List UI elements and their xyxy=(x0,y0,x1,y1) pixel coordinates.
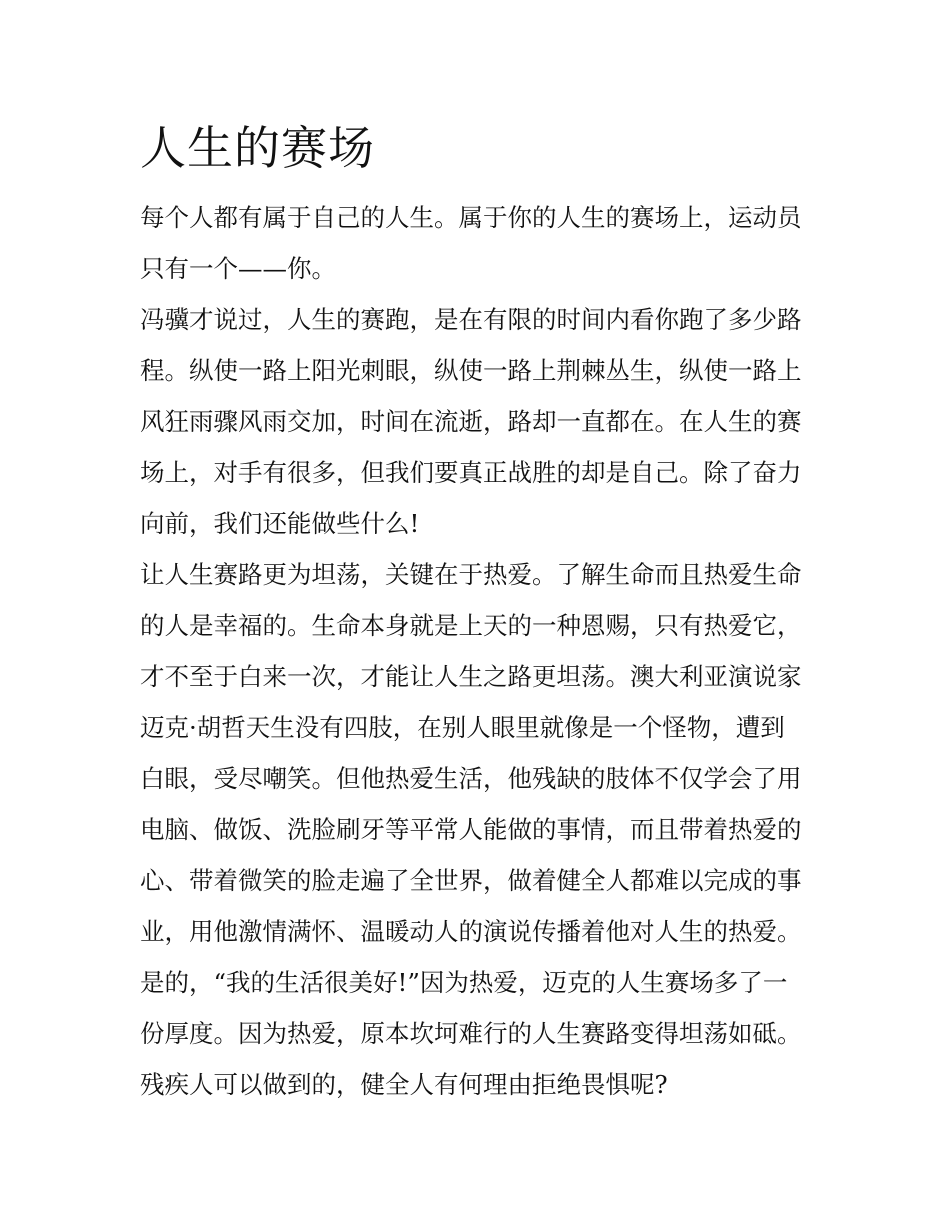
document-page xyxy=(140,116,820,1110)
text-line: 份厚度。因为热爱，原本坎坷难行的人生赛路变得坦荡如砥。 xyxy=(140,1019,802,1048)
text-line: 风狂雨骤风雨交加，时间在流逝，路却一直都在。在人生的赛 xyxy=(140,407,802,436)
text-line: 电脑、做饭、洗脸刷牙等平常人能做的事情，而且带着热爱的 xyxy=(140,815,802,844)
text-line: 业，用他激情满怀、温暖动人的演说传播着他对人生的热爱。 xyxy=(140,917,802,946)
text-line: 只有一个——你。 xyxy=(140,254,336,283)
text-line: 迈克·胡哲天生没有四肢，在别人眼里就像是一个怪物，遭到 xyxy=(140,713,785,742)
text-line: 才不至于白来一次，才能让人生之路更坦荡。澳大利亚演说家 xyxy=(140,662,802,691)
text-line: 冯骥才说过，人生的赛跑，是在有限的时间内看你跑了多少路 xyxy=(140,305,802,334)
text-line: 场上，对手有很多，但我们要真正战胜的却是自己。除了奋力 xyxy=(140,458,802,487)
text-line: 程。纵使一路上阳光刺眼，纵使一路上荆棘丛生，纵使一路上 xyxy=(140,356,802,385)
text-line: 每个人都有属于自己的人生。属于你的人生的赛场上，运动员 xyxy=(140,203,802,232)
paragraph-2 xyxy=(140,294,820,549)
text-line: 白眼，受尽嘲笑。但他热爱生活，他残缺的肢体不仅学会了用 xyxy=(140,764,802,793)
text-line: 向前，我们还能做些什么! xyxy=(140,509,420,538)
paragraph-1 xyxy=(140,192,820,294)
paragraph-3 xyxy=(140,549,820,1110)
text-line: 心、带着微笑的脸走遍了全世界，做着健全人都难以完成的事 xyxy=(140,866,802,895)
text-line: 让人生赛路更为坦荡，关键在于热爱。了解生命而且热爱生命 xyxy=(140,560,802,589)
document-title: 人生的赛场 xyxy=(140,121,375,175)
text-line: 是的，“我的生活很美好!”因为热爱，迈克的人生赛场多了一 xyxy=(140,968,788,997)
text-line: 残疾人可以做到的，健全人有何理由拒绝畏惧呢? xyxy=(140,1070,668,1099)
text-line: 的人是幸福的。生命本身就是上天的一种恩赐，只有热爱它， xyxy=(140,611,802,640)
